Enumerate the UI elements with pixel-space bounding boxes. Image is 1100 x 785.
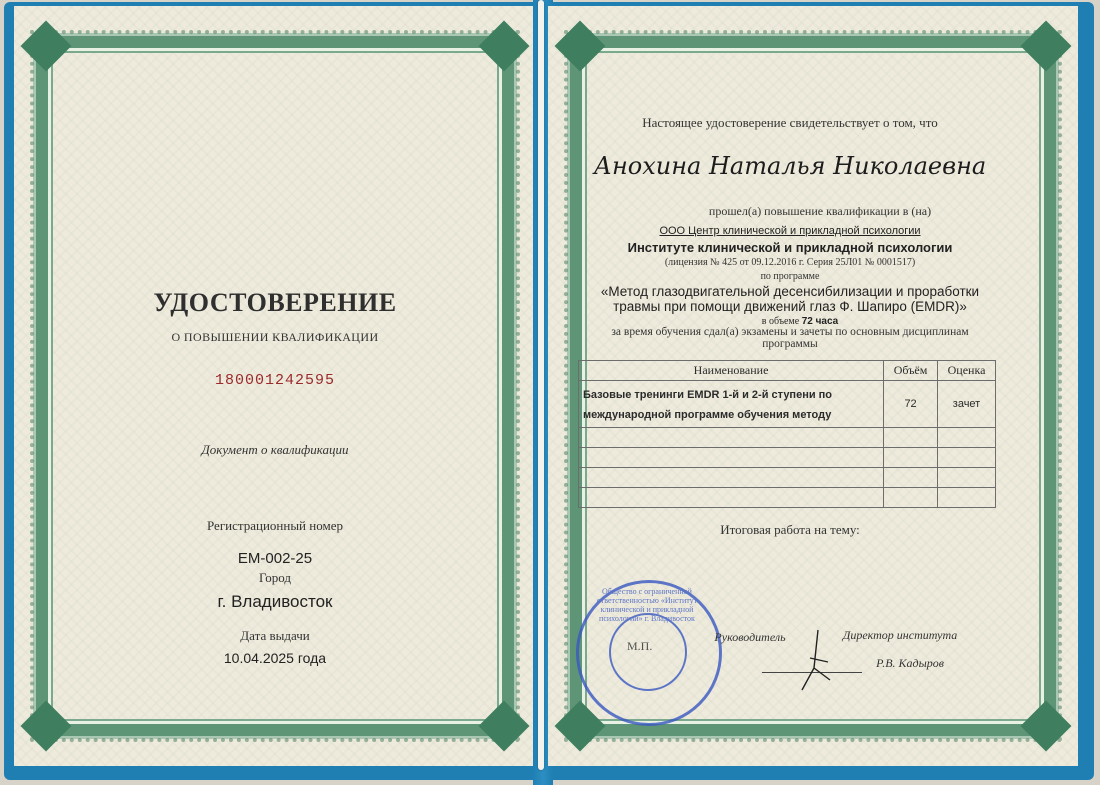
director-label: Директор института: [842, 628, 958, 642]
serial-number: 180001242595: [214, 372, 336, 389]
certificate-subtitle: О ПОВЫШЕНИИ КВАЛИФИКАЦИИ: [171, 330, 379, 344]
table-row: [579, 468, 996, 488]
column-header: Оценка: [938, 361, 996, 381]
head-label: Руководитель: [714, 630, 786, 644]
subject-name: [579, 381, 884, 428]
issue-date: 10.04.2025 года: [223, 650, 327, 666]
intro-text: Настоящее удостоверение свидетельствует о том, что: [642, 115, 938, 130]
column-header: Объём: [884, 361, 938, 381]
table-row: [579, 488, 996, 508]
certificate-title: УДОСТОВЕРЕНИЕ: [153, 288, 397, 317]
stamp-text: Общество с ограниченной ответственностью «Институт клинической и прикладной психологии» г. Владивосток: [596, 587, 698, 623]
program-label: по программе: [760, 271, 820, 282]
bookmark-ribbon: [538, 0, 544, 770]
exams-line-1: за время обучения сдал(а) экзамены и зачеты по основным дисциплинам: [611, 326, 969, 338]
table-row: [579, 381, 996, 428]
stamp-mp: М.П.: [627, 639, 653, 653]
issue-date-label: Дата выдачи: [240, 628, 310, 643]
document-type: Документ о квалификации: [201, 442, 349, 457]
reg-number: ЕМ-002-25: [237, 550, 313, 567]
table-row: [579, 428, 996, 448]
program-line-1: «Метод глазодвигательной десенсибилизации и проработки: [600, 284, 980, 299]
exams-line-2: программы: [762, 338, 818, 350]
subject-volume: 72: [884, 381, 938, 428]
city-label: Город: [258, 570, 292, 585]
subject-grade: зачет: [938, 381, 996, 428]
column-header: Наименование: [579, 361, 884, 381]
holder-name: Анохина Наталья Николаевна: [593, 152, 987, 180]
city: г. Владивосток: [217, 592, 333, 611]
subject-name-line-2: международной программе обучения методу: [583, 409, 832, 421]
director-name: Р.В. Кадыров: [876, 656, 944, 670]
license-text: (лицензия № 425 от 09.12.2016 г. Серия 25Л01 № 0001517): [664, 257, 916, 268]
subject-name-line-1: Базовые тренинги EMDR 1-й и 2-й ступени по: [583, 389, 833, 401]
final-work-label: Итоговая работа на тему:: [720, 522, 860, 537]
subjects-table: [578, 360, 996, 508]
organization-line-1: ООО Центр клинической и прикладной психологии: [659, 225, 921, 237]
director-signature: [796, 628, 836, 698]
reg-number-label: Регистрационный номер: [207, 518, 343, 533]
hours-prefix: в объеме: [761, 316, 800, 327]
left-page: [14, 6, 536, 766]
program-line-2: травмы при помощи движений глаз Ф. Шапиро (EMDR)»: [613, 299, 967, 314]
table-row: [579, 448, 996, 468]
passed-text: прошел(а) повышение квалификации в (на): [708, 204, 932, 218]
organization-line-2: Институте клинической и прикладной психологии: [627, 240, 953, 255]
hours-value: 72 часа: [801, 316, 839, 327]
table-header-row: [579, 361, 996, 381]
official-stamp: [576, 580, 722, 726]
